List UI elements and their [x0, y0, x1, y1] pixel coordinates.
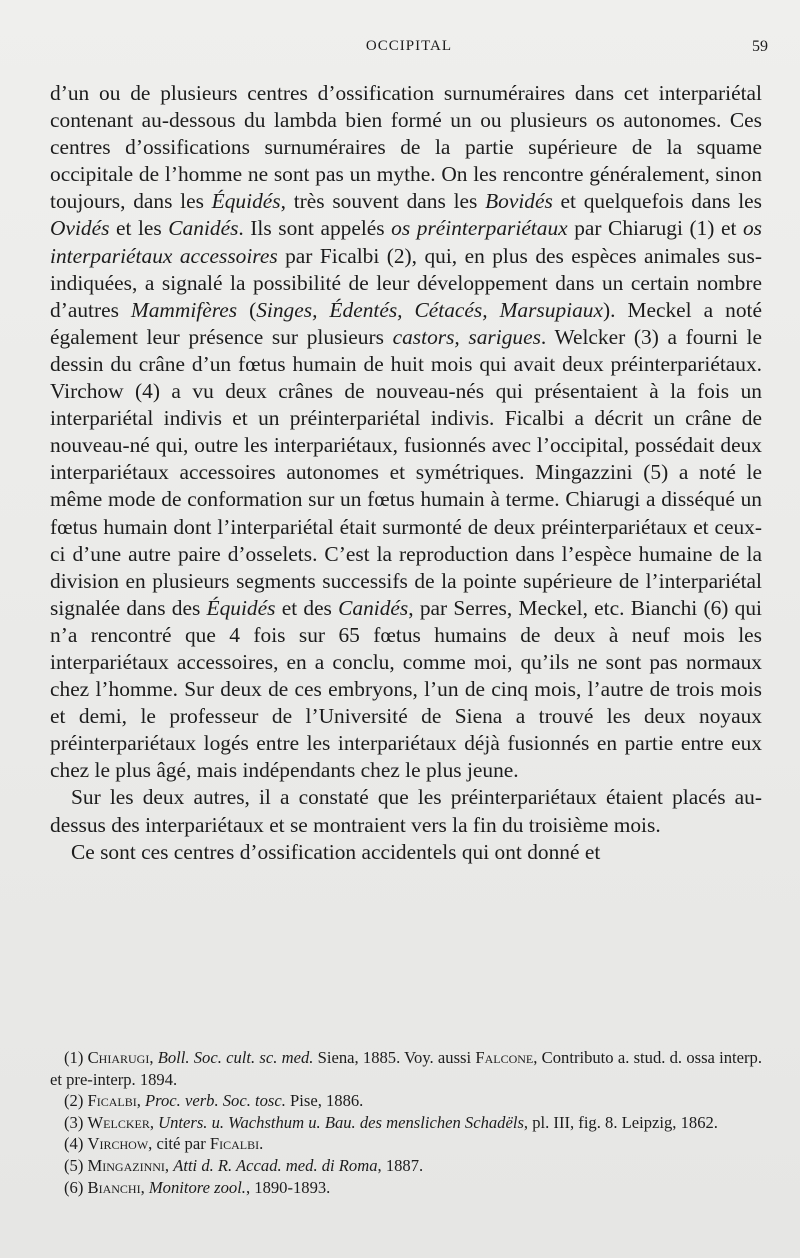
paragraph [50, 839, 762, 866]
text-run: , [164, 1155, 174, 1175]
footnote [50, 1133, 762, 1155]
italic-text: Unters. u. Wachsthum u. Bau. des menslichen Schadëls [158, 1112, 524, 1132]
page-number: 59 [752, 38, 768, 55]
text-run: . Ils sont appelés [238, 216, 392, 241]
text-run: , [136, 1091, 146, 1111]
footnote [50, 1155, 762, 1177]
text-run: et des [275, 595, 339, 620]
italic-text: Boll. Soc. cult. sc. med. [157, 1048, 314, 1067]
text-run: , par Serres, Meckel, etc. Bianchi (6) qui n’a rencontré que 4 fois sur 65 fœtus humains de deux à neuf mois les interpariétaux accessoires, en a conclu, comme moi, qu’ils ne sont pas normaux chez l’homme. Sur deux de ces embryons, l’un de cinq mois, l’autre de trois mois et demi, le professeur de l’Université de Siena a trouvé les deux noyaux préinterpariétaux logés entre les interpariétaux déjà fusionnés en partie entre eux chez le plus âgé, mais indépendants chez le plus jeune. [50, 595, 762, 783]
italic-text: Mammifères [130, 297, 238, 322]
paragraph [50, 80, 762, 784]
italic-text: Canidés [168, 216, 239, 241]
text-run: (1) [64, 1048, 88, 1067]
italic-text: Proc. verb. Soc. tosc. [145, 1091, 286, 1111]
italic-text: Bovidés [485, 189, 553, 214]
text-run: , cité par [148, 1134, 210, 1154]
author-name: Virchow [87, 1134, 149, 1154]
author-name: Chiarugi [87, 1048, 150, 1067]
text-run: (6) [64, 1177, 88, 1197]
text-run: ). Meckel a noté également leur présence sur plusieurs [50, 297, 762, 349]
italic-text: Équidés [211, 189, 281, 214]
text-run: d’un ou de plusieurs centres d’ossification surnuméraires dans cet interpariétal contenant au-dessous du lambda bien formé un ou plusieurs os autonomes. Ces centres d’ossifications surnuméraires de la partie supérieure de la squame occipitale de l’homme ne sont pas un mythe. On les rencontre généralement, sinon toujours, dans les [50, 81, 762, 214]
italic-text: Ovidés [50, 216, 110, 241]
author-name: Bianchi [87, 1177, 141, 1197]
italic-text: os interpariétaux accessoires [50, 216, 762, 268]
author-name: Ficalbi [209, 1134, 260, 1154]
text-run: par Chiarugi (1) et [567, 216, 743, 241]
running-head: OCCIPITAL [365, 38, 453, 54]
text-run: . [259, 1134, 264, 1154]
author-name: Falcone [475, 1048, 534, 1067]
italic-text: Équidés [206, 595, 276, 620]
text-run: par Ficalbi (2), qui, en plus des espèces animales sus-indiquées, a signalé la possibilité de leur développement dans un certain nombre d’autres [50, 243, 762, 322]
text-run: (2) [64, 1091, 88, 1111]
text-run: (5) [64, 1155, 88, 1175]
text-run: , [149, 1112, 159, 1132]
text-run: , pl. III, fig. 8. Leipzig, 1862. [523, 1112, 718, 1132]
text-run: Ce sont ces centres d’ossification accidentels qui ont donné et [71, 839, 601, 864]
footnotes [50, 1047, 762, 1198]
paragraph [50, 784, 762, 838]
footnote [50, 1177, 762, 1199]
page-header [50, 38, 768, 58]
italic-text: Canidés [338, 595, 409, 620]
italic-text: os préinterpariétaux [391, 216, 568, 241]
text-run: Siena, 1885. Voy. aussi [313, 1048, 476, 1067]
italic-text: castors, sarigues [392, 324, 541, 349]
footnote [50, 1090, 762, 1112]
text-run: , 1890-1893. [245, 1177, 331, 1197]
footnote [50, 1047, 762, 1090]
author-name: Welcker [87, 1112, 150, 1132]
italic-text: Monitore zool. [148, 1177, 246, 1197]
text-run: , [149, 1048, 158, 1067]
footnote [50, 1112, 762, 1134]
text-run: , très souvent dans les [280, 189, 486, 214]
text-run: , [140, 1177, 149, 1197]
text-run: (3) [64, 1112, 88, 1132]
text-run: et les [109, 216, 169, 241]
author-name: Mingazinni [87, 1155, 165, 1175]
text-run: , Contributo a. stud. d. ossa interp. et pre-interp. 1894. [50, 1048, 762, 1089]
text-run: (4) [64, 1134, 88, 1154]
italic-text: Atti d. R. Accad. med. di Roma [173, 1155, 378, 1175]
text-run: et quelquefois dans les [552, 189, 762, 214]
text-run: ( [237, 297, 257, 322]
text-run: . Welcker (3) a fourni le dessin du crâne d’un fœtus humain de huit mois qui avait deux préinterpariétaux. Virchow (4) a vu deux crânes de nouveau-nés qui présentaient à la fois un interpariétal indivis et un préinterpariétal indivis. Ficalbi a décrit un crâne de nouveau-né qui, outre les interpariétaux, fusionnés avec l’occipital, possédait deux interpariétaux accessoires autonomes et symétriques. Mingazzini (5) a noté le même mode de conformation sur un fœtus humain à terme. Chiarugi a disséqué un fœtus humain dont l’interpariétal était surmonté de deux préinterpariétaux et ceux-ci d’une autre paire d’osselets. C’est la reproduction dans l’espèce humaine de la division en plusieurs segments successifs de la pointe supérieure de l’interpariétal signalée dans des [50, 324, 762, 620]
main-text [50, 80, 762, 866]
italic-text: Singes, Édentés, Cétacés, Marsupiaux [256, 297, 603, 322]
text-run: Pise, 1886. [285, 1091, 364, 1111]
text-run: Sur les deux autres, il a constaté que les préinterpariétaux étaient placés au-dessus des interpariétaux et se montraient vers la fin du troisième mois. [50, 785, 762, 837]
text-run: , 1887. [377, 1155, 424, 1175]
author-name: Ficalbi [87, 1091, 137, 1111]
